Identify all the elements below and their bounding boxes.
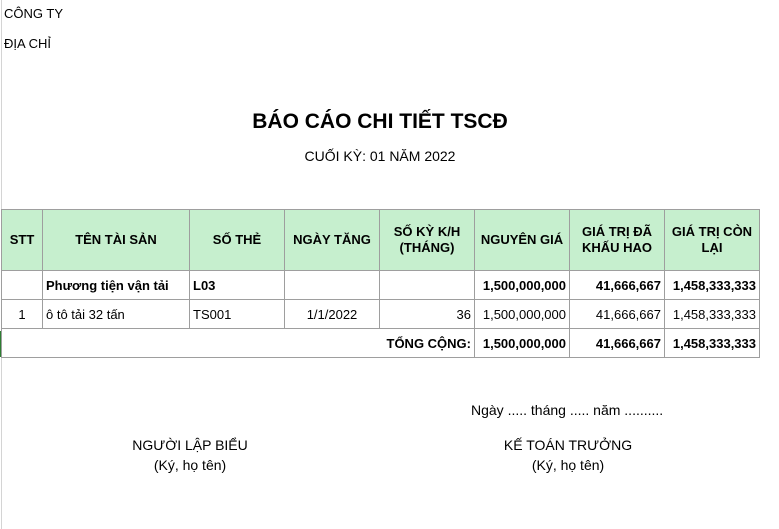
row-depreciated-cell[interactable]: 41,666,667 [570, 300, 665, 329]
preparer-sign-note: (Ký, họ tên) [153, 457, 227, 473]
row-date-cell[interactable]: 1/1/2022 [285, 300, 380, 329]
column-header-original-cost[interactable]: NGUYÊN GIÁ [475, 210, 570, 271]
group-cost-cell[interactable]: 1,500,000,000 [475, 271, 570, 300]
column-header-depreciation-periods[interactable]: SỐ KỲ K/H (THÁNG) [380, 210, 475, 271]
company-label: CÔNG TY [4, 6, 63, 21]
row-remaining-cell[interactable]: 1,458,333,333 [665, 300, 760, 329]
total-label-cell[interactable]: TỔNG CỘNG: [2, 329, 475, 358]
signature-date-line: Ngày ..... tháng ..... năm .......... [471, 402, 664, 418]
column-header-date-added[interactable]: NGÀY TĂNG [285, 210, 380, 271]
column-header-asset-name[interactable]: TÊN TÀI SẢN [43, 210, 190, 271]
asset-detail-table [1, 209, 760, 358]
total-row [2, 329, 760, 358]
total-remaining-cell[interactable]: 1,458,333,333 [665, 329, 760, 358]
table-row [2, 300, 760, 329]
table-header-row [2, 210, 760, 271]
group-stt-cell[interactable] [2, 271, 43, 300]
row-stt-cell[interactable]: 1 [2, 300, 43, 329]
row-cost-cell[interactable]: 1,500,000,000 [475, 300, 570, 329]
report-period: CUỐI KỲ: 01 NĂM 2022 [304, 148, 456, 164]
report-title: BÁO CÁO CHI TIẾT TSCĐ [252, 110, 508, 133]
column-header-remaining-value[interactable]: GIÁ TRỊ CÒN LẠI [665, 210, 760, 271]
group-periods-cell[interactable] [380, 271, 475, 300]
column-header-stt[interactable]: STT [2, 210, 43, 271]
group-card-cell[interactable]: L03 [190, 271, 285, 300]
group-date-cell[interactable] [285, 271, 380, 300]
chief-accountant-title: KẾ TOÁN TRƯỞNG [503, 437, 633, 453]
address-label: ĐỊA CHỈ [4, 36, 51, 51]
group-name-cell[interactable]: Phương tiện vận tải [43, 271, 190, 300]
group-depreciated-cell[interactable]: 41,666,667 [570, 271, 665, 300]
row-periods-cell[interactable]: 36 [380, 300, 475, 329]
preparer-title: NGƯỜI LẬP BIỂU [132, 437, 248, 453]
column-header-depreciated-value[interactable]: GIÁ TRỊ ĐÃ KHẤU HAO [570, 210, 665, 271]
row-name-cell[interactable]: ô tô tải 32 tấn [43, 300, 190, 329]
chief-accountant-sign-note: (Ký, họ tên) [531, 457, 605, 473]
total-depreciated-cell[interactable]: 41,666,667 [570, 329, 665, 358]
column-header-card-number[interactable]: SỐ THẺ [190, 210, 285, 271]
group-row [2, 271, 760, 300]
group-remaining-cell[interactable]: 1,458,333,333 [665, 271, 760, 300]
total-cost-cell[interactable]: 1,500,000,000 [475, 329, 570, 358]
row-card-cell[interactable]: TS001 [190, 300, 285, 329]
